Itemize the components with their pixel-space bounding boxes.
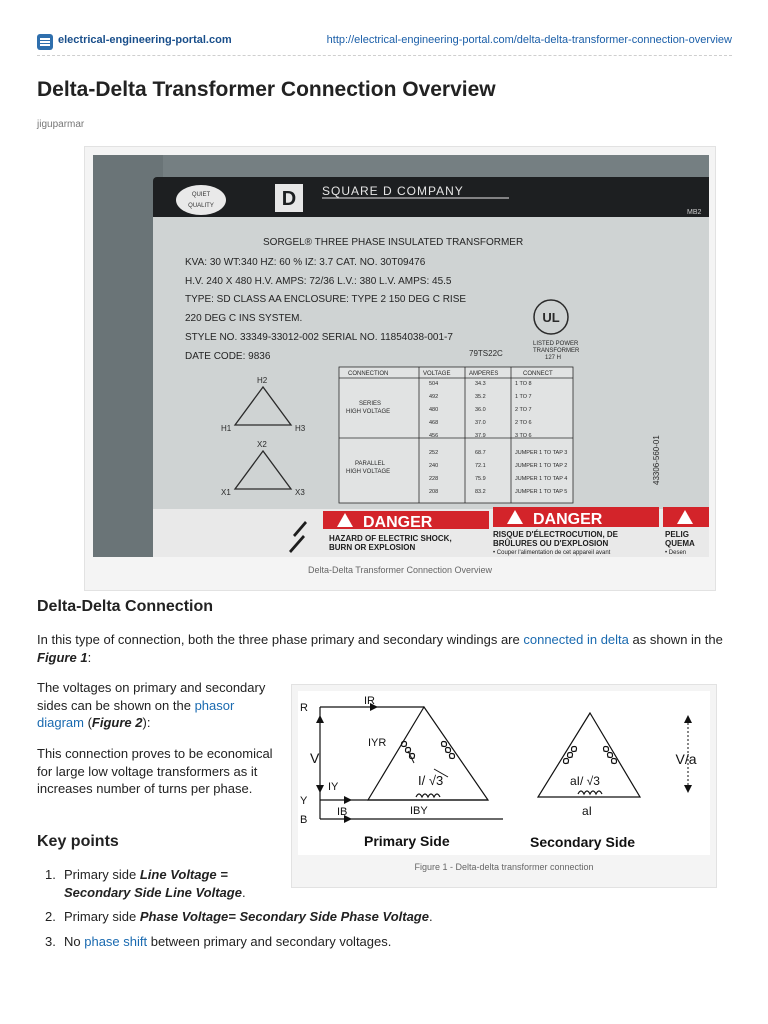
page-title: Delta-Delta Transformer Connection Overview	[37, 78, 496, 101]
terminal-label: X2	[257, 440, 267, 449]
phasor-paragraph	[37, 679, 281, 732]
list-text: .	[428, 909, 433, 924]
table-cell: 72.1	[475, 463, 486, 469]
site-header	[37, 33, 732, 51]
current-i-root3: I/ √3	[418, 773, 444, 788]
danger-text-fr: BRÛLURES OU D'EXPLOSION	[493, 539, 609, 548]
current-ib: IB	[337, 806, 348, 818]
phasor-diagram-link[interactable]: phasor diagram	[37, 697, 235, 730]
list-text: Primary side	[64, 909, 140, 924]
table-cell: 37.9	[475, 433, 486, 439]
delta-delta-diagram	[298, 691, 710, 855]
table-cell: JUMPER 1 TO TAP 4	[515, 476, 568, 482]
table-cell: 34.3	[475, 381, 486, 387]
list-emphasis: Line Voltage = Secondary Side Line Voltage	[64, 867, 242, 900]
current-iby: IBY	[410, 805, 428, 817]
ul-mark: UL	[542, 310, 560, 325]
parallel-label: PARALLEL	[355, 461, 385, 467]
list-item	[37, 908, 477, 926]
listed-line: TRANSFORMER	[533, 348, 580, 354]
terminal-label: X3	[295, 488, 305, 497]
intro-text: In this type of connection, both the three phase primary and secondary windings are	[37, 632, 524, 647]
current-iy: IY	[328, 781, 339, 793]
list-number: 3.	[45, 933, 56, 949]
danger-text-fr: RISQUE D'ÉLECTROCUTION, DE	[493, 530, 619, 539]
list-number: 2.	[45, 909, 56, 924]
plate-line: SORGEL® THREE PHASE INSULATED TRANSFORMER	[263, 237, 524, 248]
terminal-label: H2	[257, 376, 268, 385]
table-cell: 208	[429, 489, 439, 495]
table-header: CONNECTION	[348, 371, 389, 377]
voltage-v-a: V/a	[675, 751, 697, 767]
list-item	[37, 866, 284, 901]
brand-name: SQUARE D COMPANY	[322, 184, 464, 198]
photo-caption: Delta-Delta Transformer Connection Overview	[307, 565, 493, 575]
danger-text-en: HAZARD OF ELECTRIC SHOCK,	[329, 534, 452, 543]
phasor-text: The voltages on primary and secondary sides can be shown on the	[37, 680, 266, 713]
phasor-text: ):	[142, 715, 151, 730]
nameplate-photo-svg	[93, 155, 709, 557]
current-ir: IR	[364, 695, 375, 707]
intro-paragraph	[37, 631, 737, 666]
svg-text:D: D	[281, 188, 297, 210]
intro-text: :	[87, 649, 92, 665]
danger-label-en: DANGER	[363, 514, 433, 531]
key-points-list	[37, 866, 477, 957]
mb2-text: MB2	[687, 209, 702, 216]
table-cell: 2 TO 6	[515, 420, 532, 426]
parallel-label: HIGH VOLTAGE	[346, 469, 391, 475]
connection-table	[339, 367, 573, 503]
listed-line: LISTED POWER	[533, 341, 579, 347]
list-text: between primary and secondary voltages.	[147, 933, 392, 949]
table-cell: 37.0	[475, 420, 486, 426]
terminal-label: H3	[295, 424, 306, 433]
table-header: VOLTAGE	[423, 371, 451, 377]
table-cell: 240	[429, 463, 439, 469]
list-emphasis: Phase Voltage= Secondary Side Phase Voltage	[139, 909, 429, 924]
table-cell: 1 TO 7	[515, 394, 532, 400]
plate-line: STYLE NO. 33349-33012-002 SERIAL NO. 11854038-001-7	[185, 332, 453, 343]
phasor-text: (	[83, 715, 92, 730]
secondary-side-title: Secondary Side	[530, 834, 636, 850]
model-number: 79TS22C	[469, 349, 503, 358]
document-icon	[37, 34, 53, 50]
table-cell: 252	[429, 450, 439, 456]
site-name[interactable]: electrical-engineering-portal.com	[58, 34, 232, 46]
table-cell: 456	[429, 433, 439, 439]
figure2-ref: Figure 2	[91, 715, 143, 730]
plate-line: DATE CODE: 9836	[185, 351, 271, 362]
current-iyr: IYR	[368, 737, 387, 749]
plate-line: 220 DEG C INS SYSTEM.	[185, 313, 303, 324]
list-number: 1.	[45, 867, 56, 882]
quiet-text: QUIET	[191, 192, 211, 198]
header-divider	[37, 55, 732, 56]
voltage-v: V	[310, 750, 320, 766]
figure1-ref: Figure 1	[37, 649, 88, 665]
line-label-r: R	[300, 702, 308, 714]
line-label-y: Y	[300, 795, 308, 807]
side-code: 43306-560-01	[652, 435, 661, 485]
section-heading: Delta-Delta Connection	[37, 598, 214, 615]
table-cell: 68.7	[475, 450, 486, 456]
danger-text-es: PELIG	[665, 530, 690, 539]
list-item	[37, 933, 477, 951]
table-cell: JUMPER 1 TO TAP 3	[515, 450, 568, 456]
table-cell: 36.0	[475, 407, 486, 413]
table-cell: 228	[429, 476, 439, 482]
plate-line: KVA: 30 WT:340 HZ: 60 % IZ: 3.7 CAT. NO. 30T09476	[185, 257, 426, 268]
quality-text: QUALITY	[188, 203, 214, 209]
danger-text-es: QUEMA	[665, 539, 695, 548]
connected-in-delta-link[interactable]: connected in delta	[523, 632, 629, 647]
table-cell: JUMPER 1 TO TAP 2	[515, 463, 568, 469]
plate-line: H.V. 240 X 480 H.V. AMPS: 72/36 L.V.: 380 L.V. AMPS: 45.5	[185, 276, 452, 287]
table-cell: 83.2	[475, 489, 486, 495]
table-cell: 480	[429, 407, 439, 413]
key-points-heading: Key points	[37, 833, 119, 850]
table-cell: 35.2	[475, 394, 486, 400]
author-name[interactable]: jiguparmar	[37, 119, 85, 130]
nameplate-photo	[93, 155, 709, 557]
phase-shift-link[interactable]: phase shift	[84, 933, 148, 949]
table-cell: 1 TO 8	[515, 381, 532, 387]
current-al: aI	[582, 804, 593, 818]
list-text: Primary side	[64, 867, 140, 882]
list-text: .	[241, 884, 246, 900]
figure1-caption: Figure 1 - Delta-delta transformer connection	[414, 862, 594, 872]
danger-text-es: • Desen	[665, 550, 687, 556]
table-cell: 468	[429, 420, 439, 426]
series-label: SERIES	[359, 401, 382, 407]
danger-text-en: BURN OR EXPLOSION	[329, 543, 416, 552]
terminal-label: X1	[221, 488, 231, 497]
intro-text: as shown in the	[628, 632, 723, 647]
figure1-card	[291, 684, 717, 888]
danger-label-fr: DANGER	[533, 511, 603, 528]
page-url[interactable]: http://electrical-engineering-portal.com/delta-delta-transformer-connection-overview	[326, 34, 732, 46]
economy-paragraph: This connection proves to be economical for large low voltage transformers as it increases number of turns per phase.	[37, 746, 273, 796]
table-header: AMPERES	[469, 371, 499, 377]
listed-line: 127 H	[545, 355, 562, 361]
table-cell: 75.9	[475, 476, 486, 482]
figure1-diagram	[298, 691, 710, 855]
table-cell: 2 TO 7	[515, 407, 532, 413]
table-cell: 3 TO 6	[515, 433, 532, 439]
line-label-b: B	[300, 814, 308, 826]
table-cell: 492	[429, 394, 439, 400]
danger-text-fr: • Couper l'alimentation de cet appareil avant	[493, 550, 611, 556]
current-al-root3: aI/ √3	[570, 774, 600, 788]
table-cell: JUMPER 1 TO TAP 5	[515, 489, 568, 495]
series-label: HIGH VOLTAGE	[346, 409, 391, 415]
primary-side-title: Primary Side	[364, 833, 450, 849]
table-header: CONNECT	[523, 371, 553, 377]
terminal-label: H1	[221, 424, 232, 433]
photo-card	[84, 146, 716, 591]
table-cell: 504	[429, 381, 439, 387]
list-text: No	[64, 933, 85, 949]
plate-line: TYPE: SD CLASS AA ENCLOSURE: TYPE 2 150 DEG C RISE	[185, 294, 467, 305]
